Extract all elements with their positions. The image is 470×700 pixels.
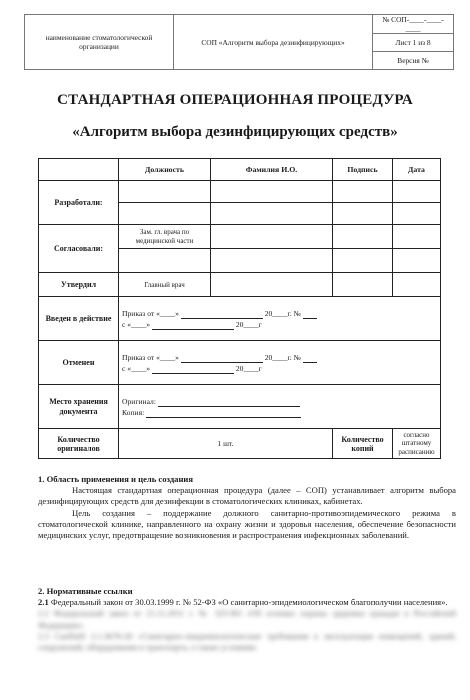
table-cell[interactable] xyxy=(333,181,393,203)
table-cell[interactable] xyxy=(333,203,393,225)
order-year: 20____г. № xyxy=(264,308,301,318)
row-label-storage: Место хранения документа xyxy=(39,385,119,429)
blank-line[interactable] xyxy=(303,310,317,319)
section-scope xyxy=(38,474,456,541)
copies-count-label: Количество копий xyxy=(333,429,393,459)
reference-text: Федеральный закон от 30.03.1999 г. № 52-ФЗ «О санитарно-эпидемиологическом благополучии населения». xyxy=(50,597,448,608)
approval-table xyxy=(38,158,441,459)
table-cell[interactable] xyxy=(393,273,441,297)
table-cell[interactable] xyxy=(119,249,211,273)
sop-title-cell: СОП «Алгоритм выбора дезинфицирующих» xyxy=(174,15,373,70)
order-line xyxy=(122,352,437,363)
paragraph: Цель создания – поддержание должного санитарно-противоэпидемического режима в стоматологической клинике, направленного на охрану жизни и здоровья населения, обеспечение безопасности медицинских услуг, предотвращение возникновения и распространения инфекционных заболеваний. xyxy=(38,507,456,541)
sop-number-cell: № СОП-____-____-____ xyxy=(373,15,454,34)
table-row xyxy=(39,181,441,203)
section-references xyxy=(38,586,456,653)
table-cell[interactable] xyxy=(211,249,333,273)
table-cell[interactable] xyxy=(119,203,211,225)
col-header-signature: Подпись xyxy=(333,159,393,181)
table-cell[interactable] xyxy=(393,249,441,273)
blank-line[interactable] xyxy=(152,321,234,330)
table-cell[interactable] xyxy=(393,181,441,203)
page-title: СТАНДАРТНАЯ ОПЕРАЦИОННАЯ ПРОЦЕДУРА xyxy=(57,92,413,108)
blank-line[interactable] xyxy=(303,354,317,363)
table-cell[interactable] xyxy=(211,203,333,225)
corner-cell xyxy=(39,159,119,181)
introduced-order-cell xyxy=(119,297,441,341)
table-row xyxy=(39,273,441,297)
section-heading: 1. Область применения и цель создания xyxy=(38,474,194,484)
from-line xyxy=(122,319,437,330)
blank-line[interactable] xyxy=(152,365,234,374)
table-row xyxy=(39,297,441,341)
table-cell[interactable] xyxy=(211,273,333,297)
table-row xyxy=(39,225,441,249)
from-prefix: с «____» xyxy=(122,363,151,373)
reference-item xyxy=(38,597,456,608)
row-label-introduced: Введен в действие xyxy=(39,297,119,341)
order-line xyxy=(122,308,437,319)
row-label-approved: Утвердил xyxy=(39,273,119,297)
order-prefix: Приказ от «____» xyxy=(122,308,179,318)
table-cell[interactable] xyxy=(211,181,333,203)
table-cell[interactable] xyxy=(333,249,393,273)
org-name-cell: наименование стоматологической организации xyxy=(25,15,174,70)
table-cell[interactable] xyxy=(333,273,393,297)
table-row xyxy=(39,341,441,385)
table-cell[interactable] xyxy=(119,181,211,203)
original-line xyxy=(122,396,437,407)
reference-item-blurred: 2.2 Федеральный закон от 21.11.2011 г. № 323-ФЗ «Об основах охраны здоровья граждан в Российской Федерации». xyxy=(38,608,456,630)
page-subtitle: «Алгоритм выбора дезинфицирующих средств» xyxy=(72,124,398,140)
from-line xyxy=(122,363,437,374)
from-prefix: с «____» xyxy=(122,319,151,329)
reference-item-blurred: 2.3 СанПиН 2.1.3678-20 «Санитарно-эпидемиологические требования к эксплуатации помещений, зданий, сооружений, оборудования и транспорта, а также условиям xyxy=(38,630,456,653)
row-label-agreed: Согласовали: xyxy=(39,225,119,273)
copy-line xyxy=(122,407,437,418)
version-cell: Версия № xyxy=(373,52,454,70)
col-header-name: Фамилия И.О. xyxy=(211,159,333,181)
from-year: 20____г xyxy=(235,363,262,373)
order-year: 20____г. № xyxy=(264,352,301,362)
originals-count-value: 1 шт. xyxy=(119,429,333,459)
paragraph: Настоящая стандартная операционная процедура (далее – СОП) устанавливает алгоритм выбора дезинфицирующих средств для дезинфекции в стоматологических клиниках, кабинетах. xyxy=(38,485,456,507)
blank-line[interactable] xyxy=(181,354,263,363)
original-label: Оригинал: xyxy=(122,396,156,406)
blank-line[interactable] xyxy=(146,409,301,418)
storage-cell xyxy=(119,385,441,429)
from-year: 20____г xyxy=(235,319,262,329)
blank-line[interactable] xyxy=(158,398,300,407)
table-row xyxy=(39,385,441,429)
col-header-position: Должность xyxy=(119,159,211,181)
row-label-developed: Разработали: xyxy=(39,181,119,225)
document-header xyxy=(24,14,454,70)
table-row xyxy=(39,429,441,459)
table-cell[interactable] xyxy=(393,203,441,225)
sheet-cell: Лист 1 из 8 xyxy=(373,34,454,52)
copies-count-value: согласно штатному расписанию xyxy=(393,429,441,459)
agreed-position: Зам. гл. врача по медицинской части xyxy=(119,225,211,249)
originals-count-label: Количество оригиналов xyxy=(39,429,119,459)
section-heading: 2. Нормативные ссылки xyxy=(38,586,133,596)
table-header-row xyxy=(39,159,441,181)
table-cell[interactable] xyxy=(333,225,393,249)
blank-line[interactable] xyxy=(181,310,263,319)
table-cell[interactable] xyxy=(211,225,333,249)
reference-number: 2.1 xyxy=(38,597,49,608)
cancelled-order-cell xyxy=(119,341,441,385)
copy-label: Копия: xyxy=(122,407,145,417)
order-prefix: Приказ от «____» xyxy=(122,352,179,362)
approved-position: Главный врач xyxy=(119,273,211,297)
row-label-cancelled: Отменен xyxy=(39,341,119,385)
table-cell[interactable] xyxy=(393,225,441,249)
col-header-date: Дата xyxy=(393,159,441,181)
